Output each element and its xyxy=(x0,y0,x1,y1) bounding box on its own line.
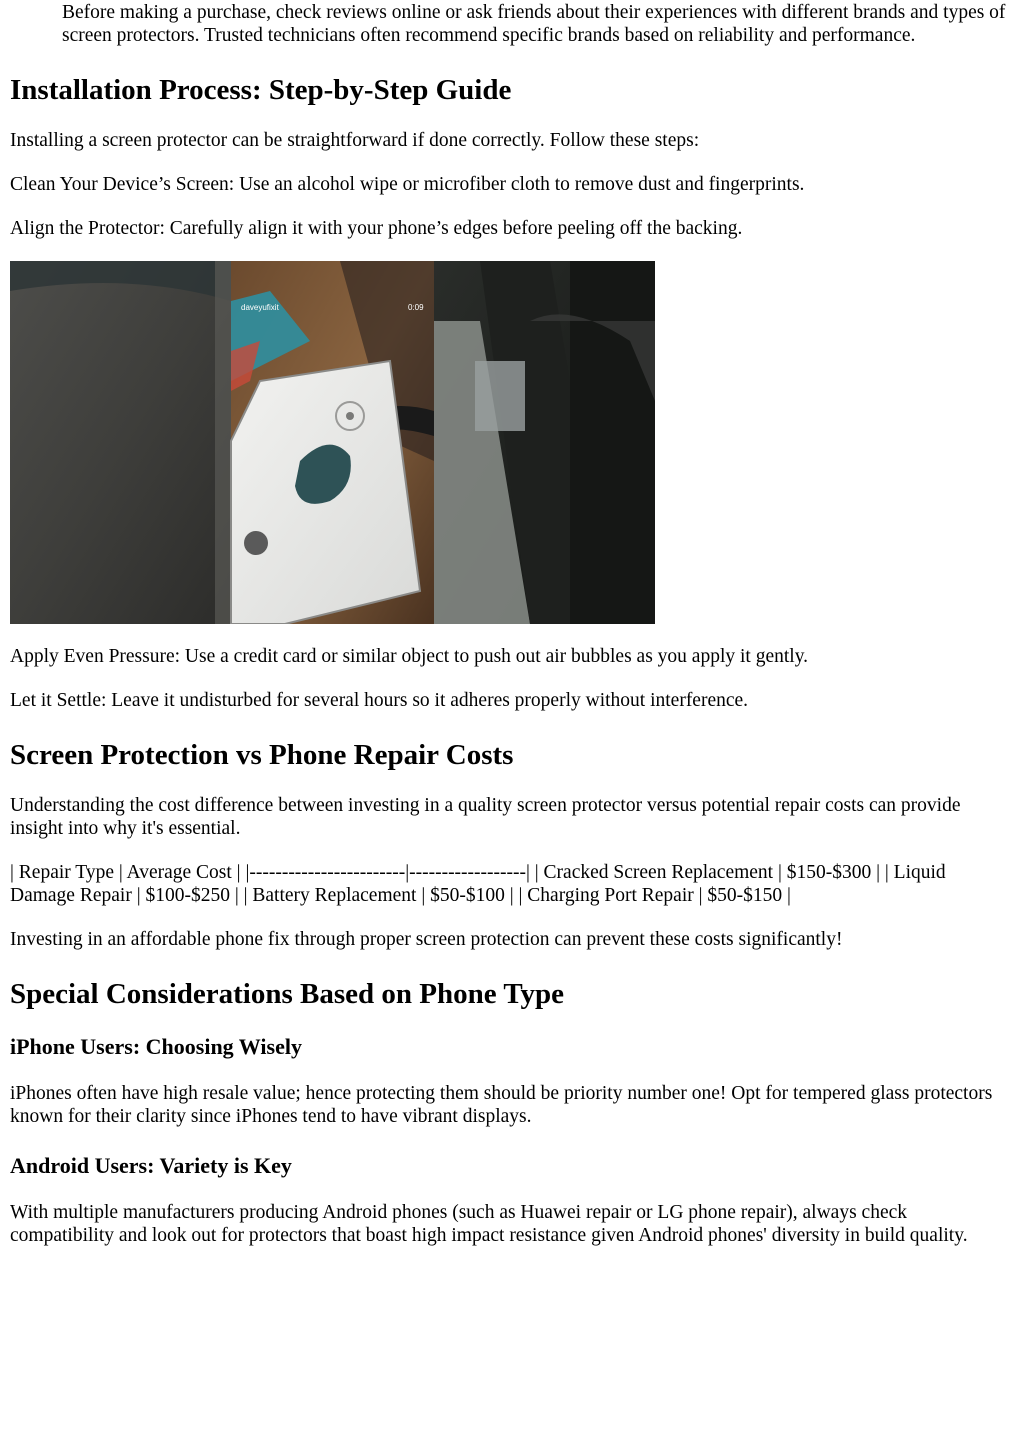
android-text: With multiple manufacturers producing Android phones (such as Huawei repair or LG phone repair), always check compatibility and look out for protectors that boast high impact resistance given Android phones' diversity in build quality. xyxy=(10,1202,968,1246)
step-align-protector: Align the Protector: Carefully align it with your phone’s edges before peeling off the backing. xyxy=(10,218,743,239)
video-timestamp-label: 0:09 xyxy=(408,303,424,312)
costs-conclusion: Investing in an affordable phone fix through proper screen protection can prevent these costs significantly! xyxy=(10,929,843,950)
hard-drive-photo xyxy=(10,261,655,624)
video-username-label: daveyufixit xyxy=(241,303,279,312)
iphone-text: iPhones often have high resale value; hence protecting them should be priority number one! Opt for tempered glass protectors known for their clarity since iPhones tend to have vibrant displays. xyxy=(10,1083,993,1127)
iphone-subheading: iPhone Users: Choosing Wisely xyxy=(10,1034,302,1059)
video-frame-image[interactable] xyxy=(10,261,655,624)
article-page xyxy=(10,0,1014,1247)
step-apply-pressure: Apply Even Pressure: Use a credit card or similar object to push out air bubbles as you apply it gently. xyxy=(10,646,809,667)
costs-heading: Screen Protection vs Phone Repair Costs xyxy=(10,739,514,771)
step-let-settle: Let it Settle: Leave it undisturbed for several hours so it adheres properly without interference. xyxy=(10,690,749,711)
special-considerations-heading: Special Considerations Based on Phone Type xyxy=(10,978,565,1010)
step-clean-screen: Clean Your Device’s Screen: Use an alcohol wipe or microfiber cloth to remove dust and fingerprints. xyxy=(10,174,805,195)
installation-heading: Installation Process: Step-by-Step Guide xyxy=(10,74,512,106)
costs-intro: Understanding the cost difference between investing in a quality screen protector versus potential repair costs can provide insight into why it's essential. xyxy=(10,795,961,839)
installation-intro: Installing a screen protector can be straightforward if done correctly. Follow these steps: xyxy=(10,130,700,151)
intro-tip-text: Before making a purchase, check reviews online or ask friends about their experiences with different brands and types of screen protectors. Trusted technicians often recommend specific brands based on reliability and performance. xyxy=(62,2,1006,46)
android-subheading: Android Users: Variety is Key xyxy=(10,1153,292,1178)
repair-costs-table-text: | Repair Type | Average Cost | |------------------------|------------------| | Cracked Screen Replacement | $150-$300 | | Liquid Damage Repair | $100-$250 | | Battery Replacement | $50-$100 | | Charging Port Repair | $50-$150 | xyxy=(10,862,946,906)
